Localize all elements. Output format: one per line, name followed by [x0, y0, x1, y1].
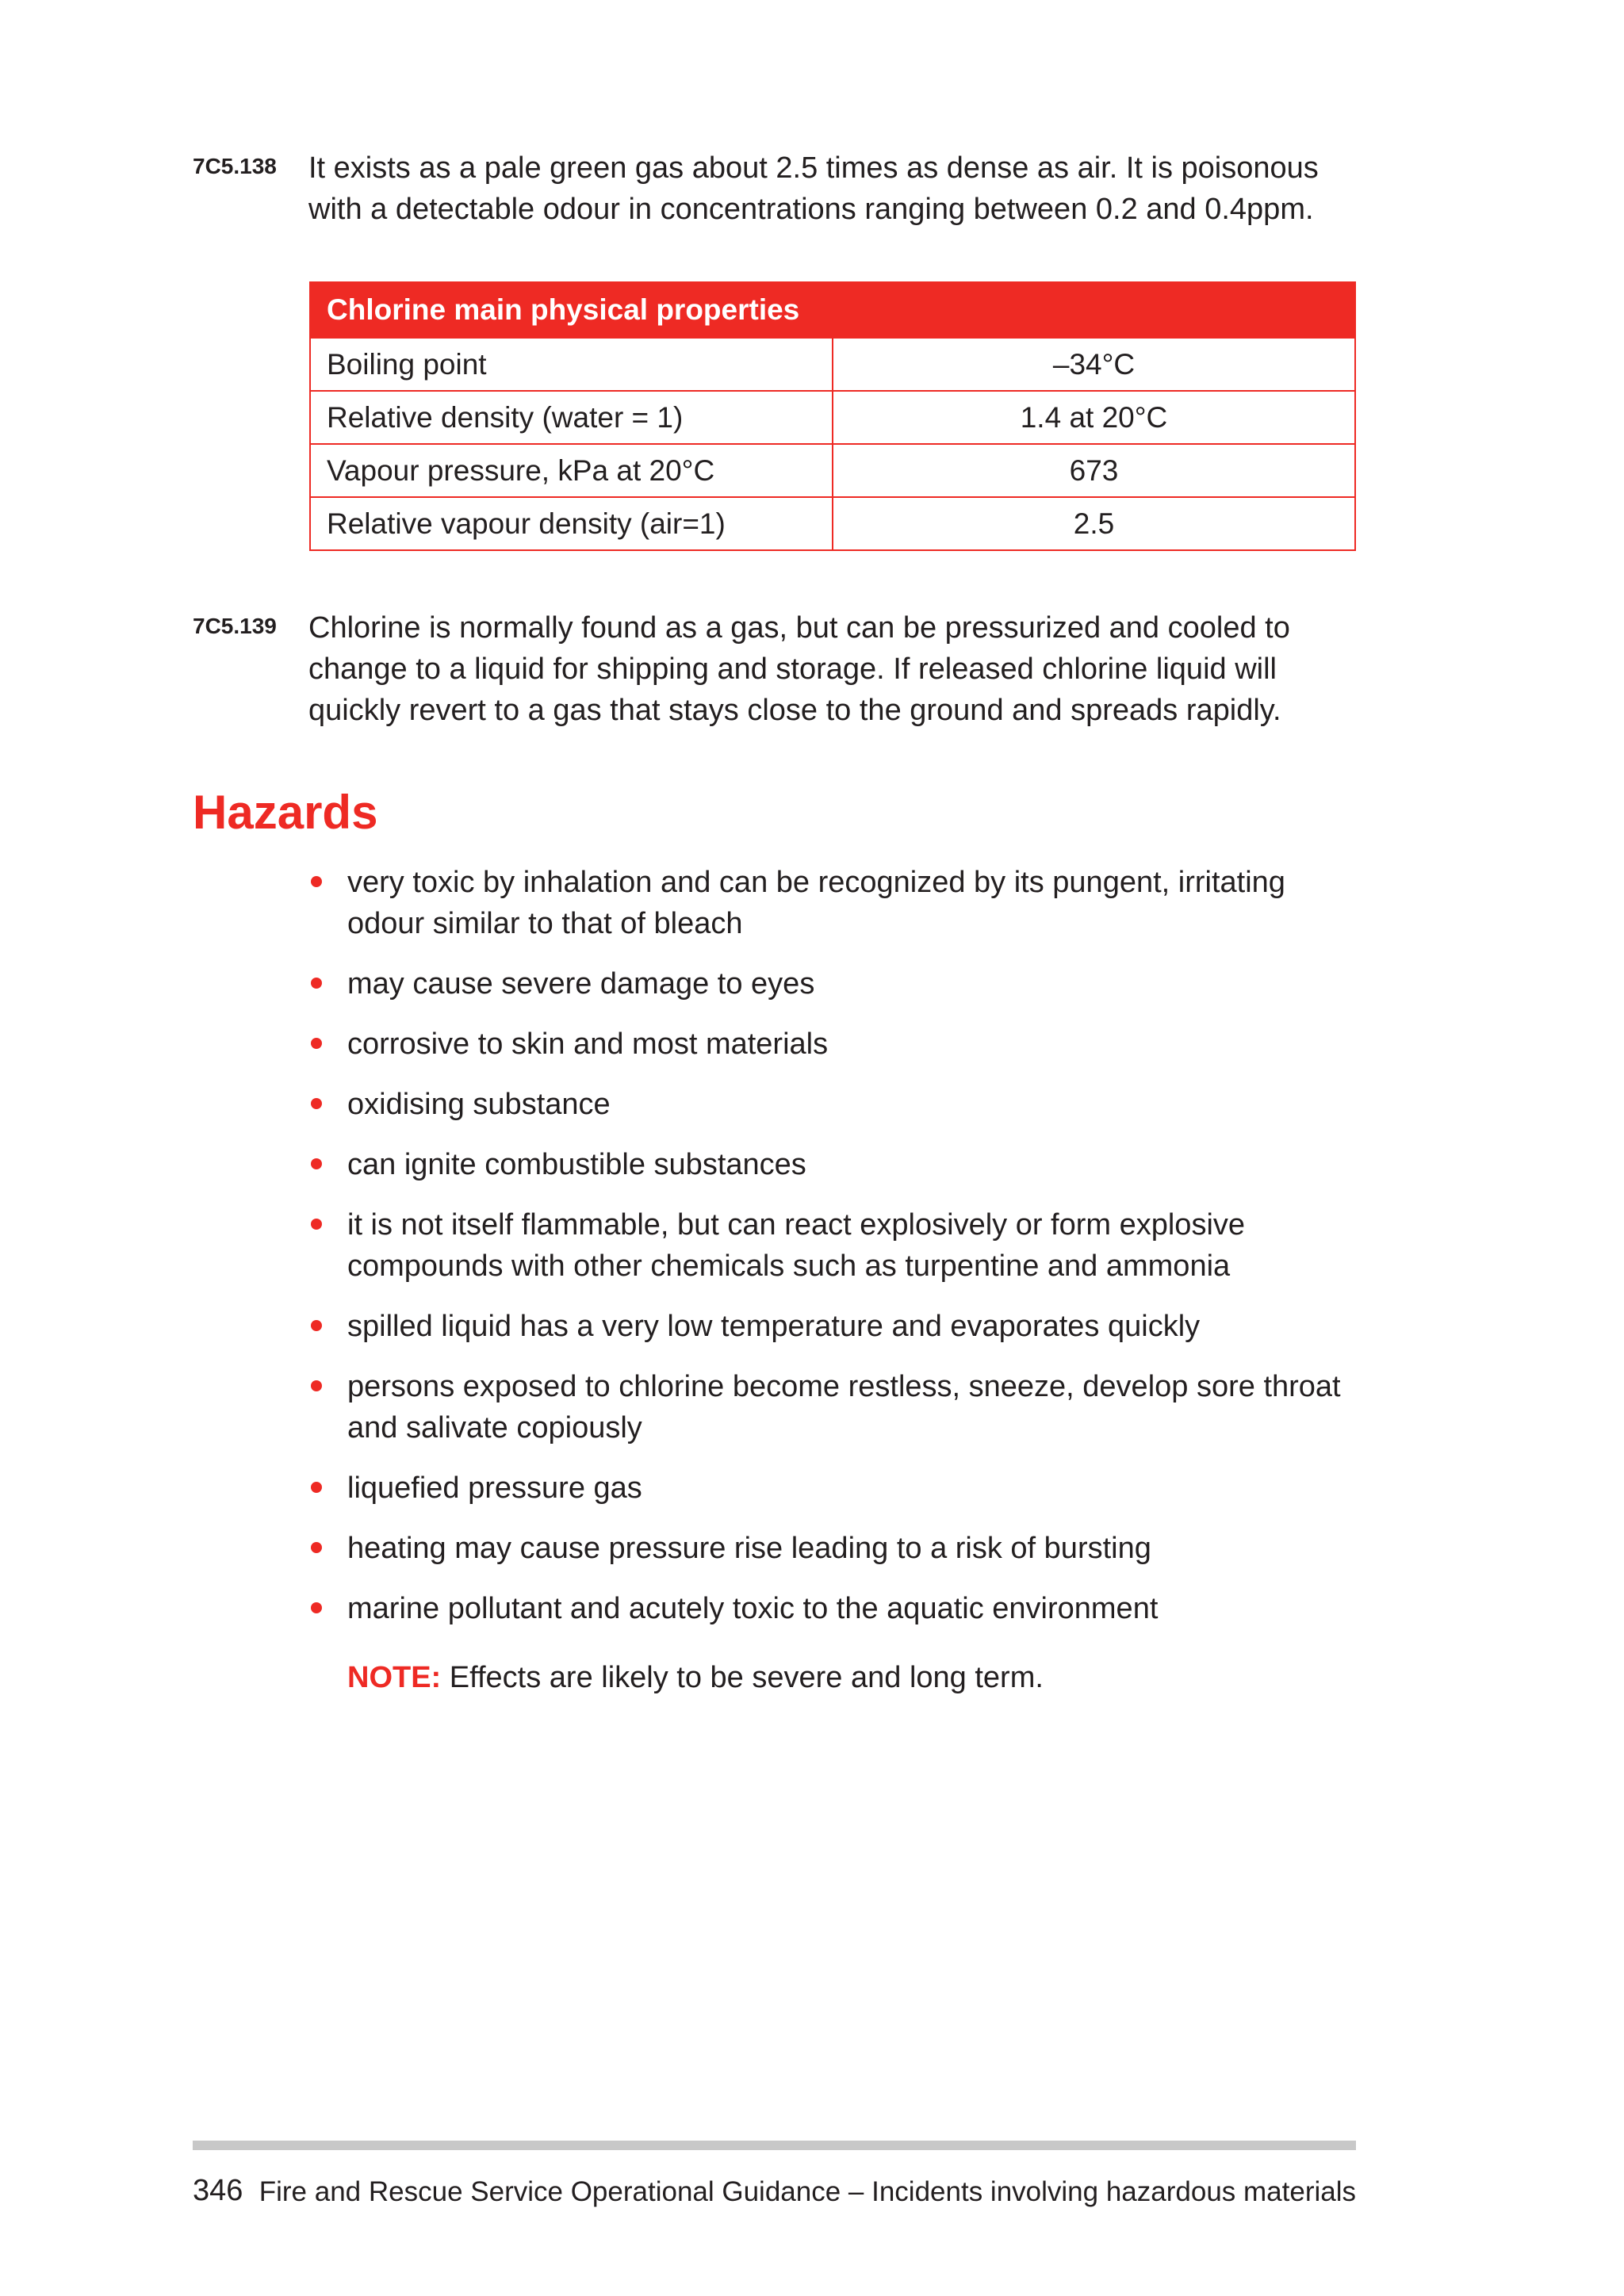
bullet-icon	[311, 1380, 322, 1391]
list-item-text: oxidising substance	[347, 1088, 611, 1121]
list-item	[309, 963, 1364, 1004]
paragraph-text: It exists as a pale green gas about 2.5 times as dense as air. It is poisonous with a detectable odour in concentrations ranging between 0.2 and 0.4ppm.	[308, 151, 1319, 226]
list-item-text: heating may cause pressure rise leading to a risk of bursting	[347, 1532, 1151, 1565]
list-item	[309, 1366, 1364, 1448]
note-label: NOTE:	[347, 1661, 442, 1694]
table-title: Chlorine main physical properties	[310, 282, 1355, 338]
bullet-icon	[311, 1098, 322, 1109]
bullet-icon	[311, 1219, 322, 1230]
list-item-text: corrosive to skin and most materials	[347, 1027, 829, 1061]
list-item	[309, 1204, 1364, 1287]
bullet-icon	[311, 1542, 322, 1553]
list-item-text: very toxic by inhalation and can be recognized by its pungent, irritating odour similar to that of bleach	[347, 866, 1285, 940]
paragraph-text: Chlorine is normally found as a gas, but can be pressurized and cooled to change to a liquid for shipping and storage. If released chlorine liquid will quickly revert to a gas that stays close to the ground and spreads rapidly.	[308, 611, 1290, 727]
list-item	[309, 1588, 1364, 1629]
table-row	[310, 391, 1355, 444]
paragraph-number: 7C5.139	[193, 614, 277, 638]
bullet-icon	[311, 876, 322, 887]
note	[347, 1657, 1044, 1698]
property-name: Vapour pressure, kPa at 20°C	[310, 444, 833, 497]
table-header-row	[310, 282, 1355, 338]
list-item	[309, 1144, 1364, 1185]
bullet-icon	[311, 1602, 322, 1613]
list-item-text: spilled liquid has a very low temperature and evaporates quickly	[347, 1310, 1201, 1343]
bullet-icon	[311, 1158, 322, 1169]
bullet-icon	[311, 1320, 322, 1331]
property-value: –34°C	[833, 338, 1355, 391]
table-row	[310, 338, 1355, 391]
list-item	[309, 1528, 1364, 1569]
footer-divider	[193, 2141, 1356, 2150]
paragraph-number: 7C5.138	[193, 154, 277, 178]
list-item	[309, 862, 1364, 944]
list-item-text: may cause severe damage to eyes	[347, 967, 815, 1001]
hazards-heading: Hazards	[193, 786, 378, 839]
bullet-icon	[311, 1482, 322, 1493]
page-number: 346	[193, 2174, 243, 2207]
property-value: 673	[833, 444, 1355, 497]
hazards-list	[309, 862, 1364, 1648]
footer-title: Fire and Rescue Service Operational Guidance – Incidents involving hazardous materials	[259, 2176, 1356, 2207]
list-item-text: liquefied pressure gas	[347, 1471, 642, 1505]
bullet-icon	[311, 1038, 322, 1049]
table-row	[310, 497, 1355, 550]
note-text: Effects are likely to be severe and long term.	[441, 1661, 1044, 1694]
property-name: Relative density (water = 1)	[310, 391, 833, 444]
list-item	[309, 1024, 1364, 1065]
list-item	[309, 1084, 1364, 1125]
list-item	[309, 1306, 1364, 1347]
property-name: Boiling point	[310, 338, 833, 391]
list-item-text: it is not itself flammable, but can react explosively or form explosive compounds with other chemicals such as turpentine and ammonia	[347, 1208, 1246, 1283]
table-row	[310, 444, 1355, 497]
property-value: 1.4 at 20°C	[833, 391, 1355, 444]
list-item-text: marine pollutant and acutely toxic to the aquatic environment	[347, 1592, 1159, 1625]
property-name: Relative vapour density (air=1)	[310, 497, 833, 550]
list-item-text: can ignite combustible substances	[347, 1148, 806, 1181]
property-value: 2.5	[833, 497, 1355, 550]
list-item-text: persons exposed to chlorine become restless, sneeze, develop sore throat and salivate copiously	[347, 1370, 1341, 1445]
properties-table	[309, 281, 1356, 551]
bullet-icon	[311, 978, 322, 989]
list-item	[309, 1468, 1364, 1509]
